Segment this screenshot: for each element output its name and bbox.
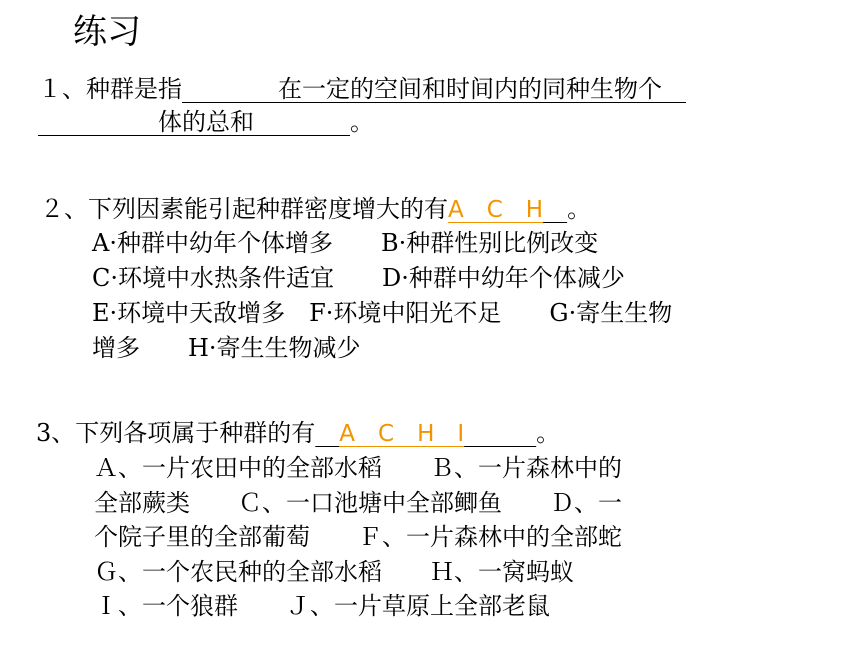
question-1-blank-tail-2 — [254, 108, 350, 136]
question-3-stem — [36, 418, 560, 449]
question-1-number: １、 — [38, 75, 86, 103]
question-1-prefix: 种群是指 — [86, 75, 182, 103]
question-3-options-line-4: Ｇ、一个农民种的全部水稻 Ｈ、一窝蚂蚁 — [94, 558, 574, 586]
question-3-blank-tail — [464, 419, 536, 447]
question-3-options-line-2: 全部蕨类 Ｃ、一口池塘中全部鲫鱼 Ｄ、一 — [94, 489, 622, 517]
question-2-answer: A C H — [448, 197, 544, 223]
question-2-prefix: ２、下列因素能引起种群密度增大的有 — [40, 195, 448, 223]
question-2-blank-tail — [543, 195, 567, 223]
question-1-line-2 — [38, 107, 374, 137]
question-3-end: 。 — [536, 419, 561, 447]
question-3-prefix: 3、下列各项属于种群的有 — [36, 419, 316, 447]
question-1-definition-part-1: 在一定的空间和时间内的同种生物个 — [278, 75, 662, 103]
question-1-blank-lead-2 — [38, 108, 158, 136]
question-2-stem — [40, 194, 591, 225]
question-1-end: 。 — [350, 108, 374, 136]
question-1-line-1 — [38, 74, 686, 104]
question-1-blank-lead — [182, 75, 278, 103]
question-3-answer: A C H I — [339, 421, 465, 447]
page-title: 练习 — [73, 12, 141, 52]
question-2-options-line-1: A·种群中幼年个体增多 B·种群性别比例改变 — [92, 229, 599, 257]
question-1-blank-tail — [662, 75, 686, 103]
question-2-end: 。 — [567, 195, 592, 223]
question-2-options-line-4: 增多 H·寄生生物减少 — [92, 334, 361, 362]
question-3-options-line-3: 个院子里的全部葡萄 Ｆ、一片森林中的全部蛇 — [94, 523, 622, 551]
question-2-options-line-3: E·环境中天敌增多 F·环境中阳光不足 G·寄生生物 — [92, 299, 673, 327]
question-3-blank-lead — [315, 419, 339, 447]
question-3-options-line-5: Ｉ、一个狼群 Ｊ、一片草原上全部老鼠 — [94, 592, 550, 620]
question-1-definition-part-2: 体的总和 — [158, 108, 254, 136]
question-3-options-line-1: Ａ、一片农田中的全部水稻 Ｂ、一片森林中的 — [94, 454, 622, 482]
question-2-options-line-2: C·环境中水热条件适宜 D·种群中幼年个体减少 — [92, 264, 625, 292]
